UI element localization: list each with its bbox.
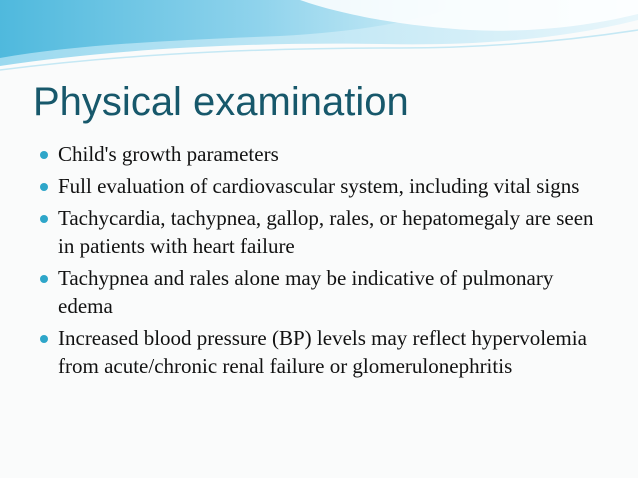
bullet-item-blood-pressure (38, 324, 608, 380)
bullet-icon (40, 335, 48, 343)
bullet-item-pulmonary-edema (38, 264, 608, 320)
bullet-item-growth (38, 140, 608, 168)
bullet-text: Full evaluation of cardiovascular system, including vital signs (58, 174, 580, 198)
bullet-icon (40, 275, 48, 283)
bullet-icon (40, 215, 48, 223)
bullet-item-heart-failure (38, 204, 608, 260)
bullet-text: Increased blood pressure (BP) levels may reflect hypervolemia from acute/chronic renal failure or glomerulonephritis (58, 326, 587, 378)
bullet-icon (40, 151, 48, 159)
bullet-item-cardiovascular (38, 172, 608, 200)
bullet-text: Child's growth parameters (58, 142, 279, 166)
bullet-icon (40, 183, 48, 191)
slide-title: Physical examination (33, 80, 409, 124)
bullet-list (38, 140, 608, 384)
bullet-text: Tachypnea and rales alone may be indicative of pulmonary edema (58, 266, 554, 318)
bullet-text: Tachycardia, tachypnea, gallop, rales, or hepatomegaly are seen in patients with heart failure (58, 206, 594, 258)
header-wave-banner (0, 0, 638, 80)
